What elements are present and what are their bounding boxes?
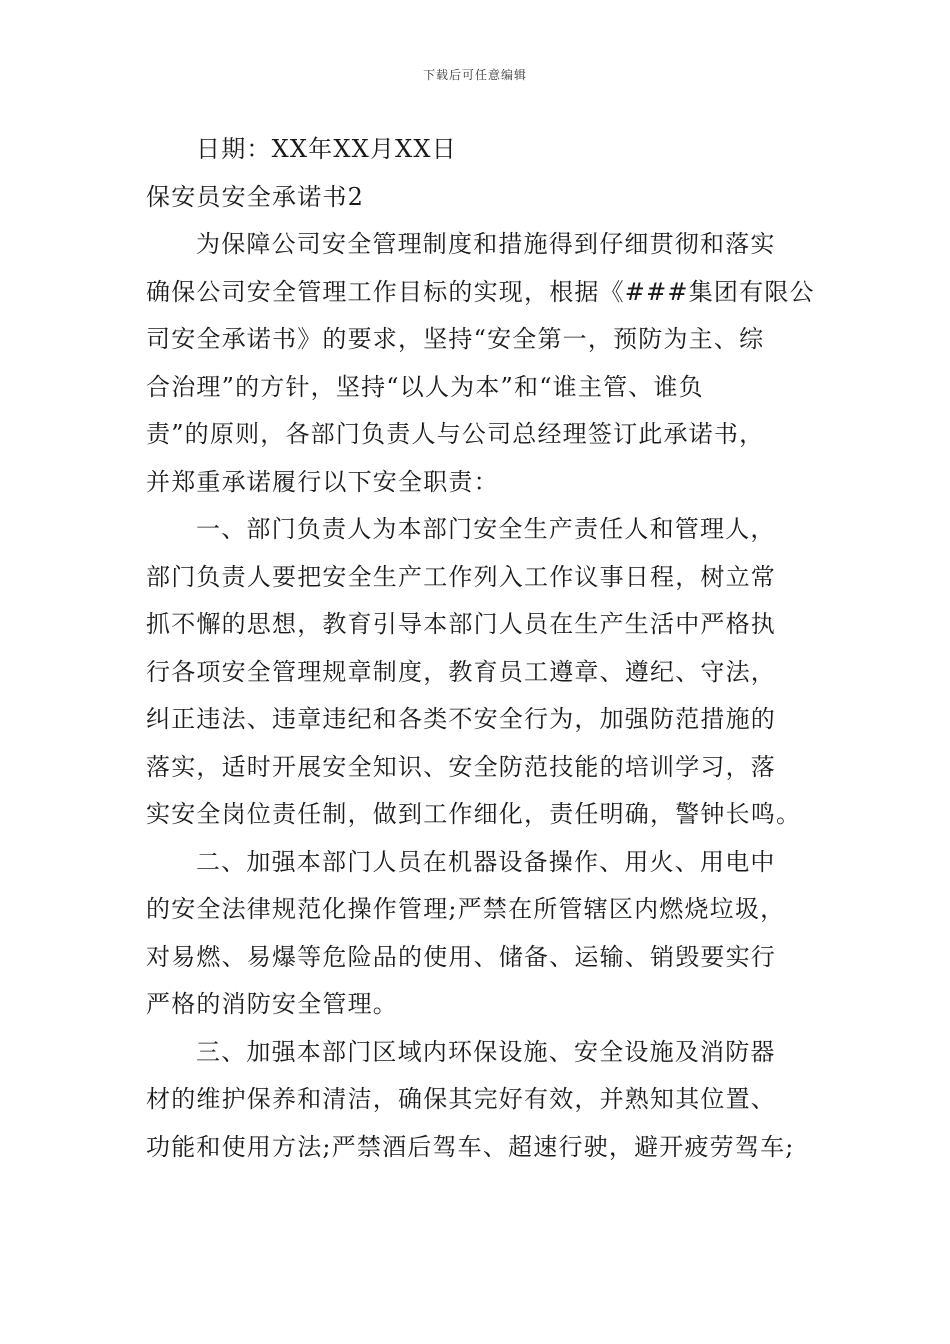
paragraph-line: 的安全法律规范化操作管理;严禁在所管辖区内燃烧垃圾， <box>146 895 786 923</box>
paragraph <box>146 221 815 506</box>
paragraph-line: 功能和使用方法;严禁酒后驾车、超速行驶，避开疲劳驾车; <box>146 1132 795 1161</box>
paragraph-line: 为保障公司安全管理制度和措施得到仔细贯彻和落实 <box>196 230 776 258</box>
paragraph-line: 部门负责人要把安全生产工作列入工作议事日程，树立常 <box>146 562 776 591</box>
paragraph-line: 落实，适时开展安全知识、安全防范技能的培训学习，落 <box>146 752 776 781</box>
document-body <box>146 126 815 1171</box>
paragraph-line: 二、加强本部门人员在机器设备操作、用火、用电中 <box>196 847 776 876</box>
paragraph <box>146 506 810 839</box>
document-title: 保安员安全承诺书2 <box>146 182 365 211</box>
paragraph-line: 严格的消防安全管理。 <box>146 990 398 1018</box>
paragraph-line: 并郑重承诺履行以下安全职责： <box>146 467 499 496</box>
paragraph-line: 行各项安全管理规章制度，教育员工遵章、遵纪、守法， <box>146 657 776 686</box>
paragraph-line: 对易燃、易爆等危险品的使用、储备、运输、销毁要实行 <box>146 942 776 971</box>
paragraph-line: 三、加强本部门区域内环保设施、安全设施及消防器 <box>196 1037 776 1066</box>
paragraph <box>146 839 810 1029</box>
date-line: 日期：XX年XX月XX日 <box>196 135 457 163</box>
paragraph-line: 责”的原则，各部门负责人与公司总经理签订此承诺书， <box>146 420 765 448</box>
header-note: 下载后可任意编辑 <box>422 68 527 82</box>
paragraph <box>146 1029 810 1172</box>
paragraph-line: 材的维护保养和清洁，确保其完好有效，并熟知其位置、 <box>146 1085 776 1113</box>
paragraph-line: 纠正违法、违章违纪和各类不安全行为，加强防范措施的 <box>146 705 776 733</box>
paragraph-line: 司安全承诺书》的要求，坚持“安全第一，预防为主、综 <box>146 325 765 353</box>
paragraph-line: 抓不懈的思想，教育引导本部门人员在生产生活中严格执 <box>146 610 776 638</box>
paragraph-line: 实安全岗位责任制，做到工作细化，责任明确，警钟长鸣。 <box>146 800 802 828</box>
paragraph-line: 一、部门负责人为本部门安全生产责任人和管理人， <box>196 515 776 543</box>
paragraph-line: 合治理”的方针，坚持“以人为本”和“谁主管、谁负 <box>146 372 704 401</box>
paragraph-line: 确保公司安全管理工作目标的实现，根据《###集团有限公 <box>146 277 815 306</box>
